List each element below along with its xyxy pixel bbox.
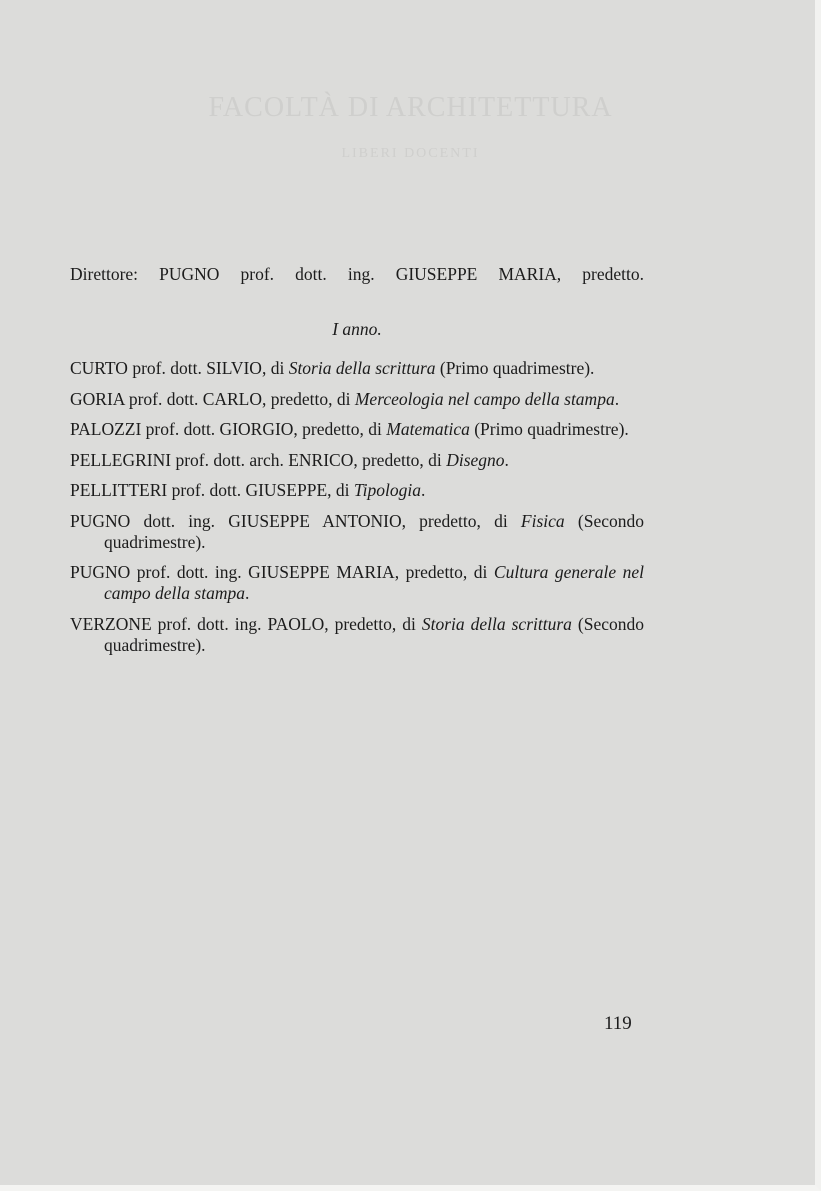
- entry-note: (Primo quadrimestre).: [469, 419, 629, 439]
- entry-note: .: [504, 449, 509, 470]
- bleed-through-title: FACOLTÀ DI ARCHITETTURA: [208, 92, 613, 123]
- faculty-entry: [70, 419, 644, 440]
- entry-note: .: [420, 480, 426, 500]
- entry-note: (Secondo quadrimestre).: [104, 510, 644, 552]
- entry-subject: Cultura generale nel campo della stampa: [104, 562, 644, 603]
- entry-subject: Tipologia: [353, 480, 421, 500]
- entry-name: PUGNO dott. ing. GIUSEPPE ANTONIO, predetto, di: [70, 510, 521, 531]
- director-line: Direttore: PUGNO prof. dott. ing. GIUSEPPE MARIA, predetto.: [70, 264, 644, 284]
- entry-name: PELLITTERI prof. dott. GIUSEPPE, di: [70, 480, 354, 500]
- entry-note: .: [614, 388, 620, 409]
- entry-name: PELLEGRINI prof. dott. arch. ENRICO, predetto, di: [70, 449, 447, 470]
- entry-name: PUGNO prof. dott. ing. GIUSEPPE MARIA, predetto, di: [70, 562, 494, 582]
- year-heading: I anno.: [332, 319, 382, 339]
- entry-subject: Fisica: [520, 510, 565, 531]
- faculty-entry: [70, 562, 644, 604]
- bleed-through-subtitle: LIBERI DOCENTI: [341, 146, 480, 161]
- page-number: 119: [604, 1013, 632, 1034]
- entry-subject: Storia della scrittura: [288, 358, 436, 378]
- entry-subject: Merceologia nel campo della stampa: [354, 388, 615, 409]
- faculty-list: [70, 358, 644, 656]
- faculty-entry: [70, 450, 644, 471]
- faculty-entry: [70, 511, 644, 553]
- entry-name: PALOZZI prof. dott. GIORGIO, predetto, di: [70, 419, 387, 439]
- faculty-entry: [70, 389, 644, 410]
- entry-name: CURTO prof. dott. SILVIO, di: [70, 358, 289, 378]
- entry-subject: Storia della scrittura: [421, 613, 572, 634]
- entry-note: (Primo quadrimestre).: [435, 358, 595, 378]
- entry-note: .: [244, 583, 250, 603]
- faculty-entry: [70, 614, 644, 656]
- faculty-entry: [70, 358, 644, 379]
- entry-subject: Matematica: [386, 419, 470, 439]
- entry-note: (Secondo quadrimestre).: [104, 613, 645, 655]
- faculty-entry: [70, 480, 644, 501]
- entry-name: GORIA prof. dott. CARLO, predetto, di: [70, 388, 355, 409]
- entry-name: VERZONE prof. dott. ing. PAOLO, predetto, di: [70, 613, 422, 634]
- entry-subject: Disegno: [446, 449, 505, 470]
- page-content: [70, 264, 644, 656]
